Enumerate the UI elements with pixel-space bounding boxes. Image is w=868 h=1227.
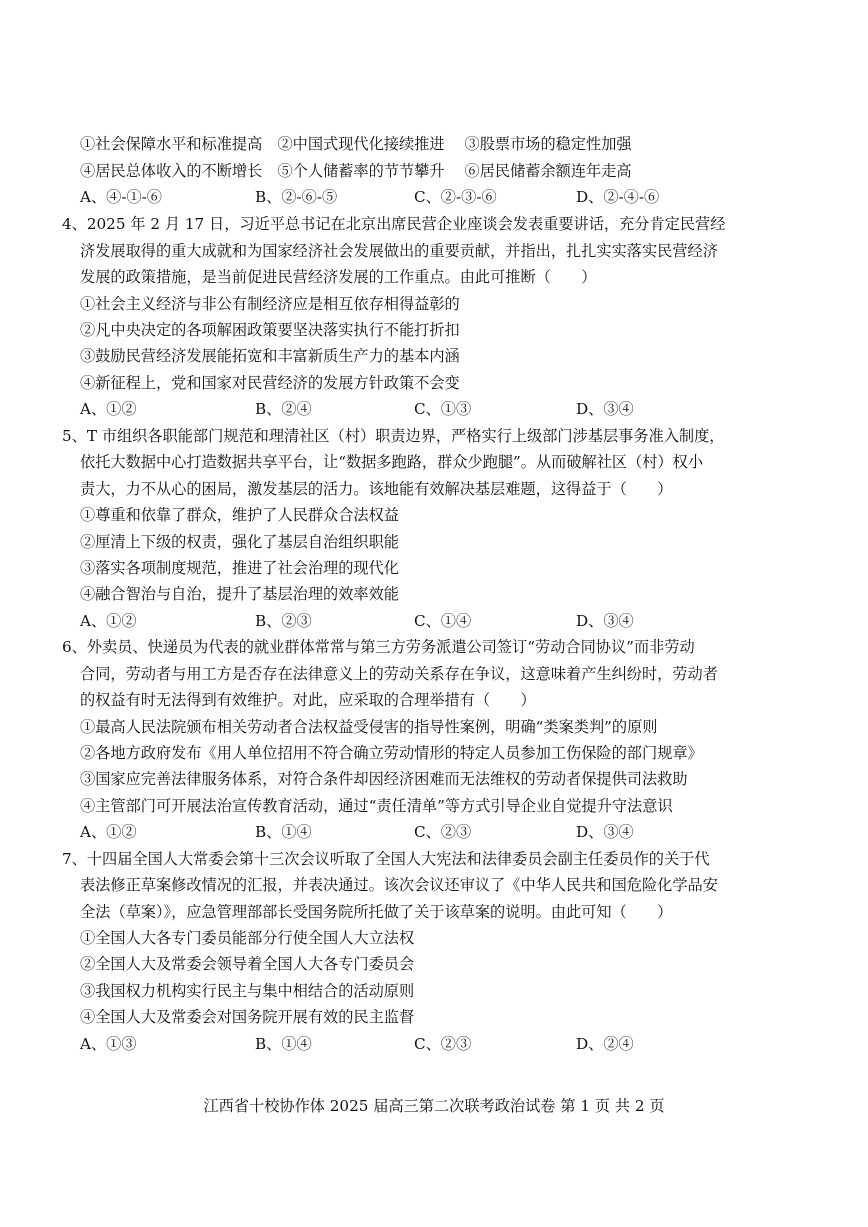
q4-stem-3: 发展的政策措施，是当前促进民营经济发展的工作重点。由此可推断（ ） [80, 268, 597, 286]
q3-item-2: ④居民总体收入的不断增长 ⑤个人储蓄率的节节攀升 ⑥居民储蓄余额连年走高 [80, 162, 632, 180]
q4-item-1: ①社会主义经济与非公有制经济应是相互依存相得益彰的 [80, 295, 460, 313]
q4-stem-2: 济发展取得的重大成就和为国家经济社会发展做出的重要贡献，并指出，扎扎实实落实民营经济 [80, 242, 718, 260]
q5-option-c[interactable]: C、①④ [414, 612, 472, 630]
q4-option-c[interactable]: C、①③ [414, 400, 472, 418]
q7-option-d[interactable]: D、②④ [576, 1035, 634, 1053]
q6-stem-2: 合同，劳动者与用工方是否存在法律意义上的劳动关系存在争议，这意味着产生纠纷时，劳动者 [80, 665, 718, 683]
q7-stem-2: 表法修正草案修改情况的汇报，并表决通过。该次会议还审议了《中华人民共和国危险化学品安 [80, 876, 718, 894]
q7-item-2: ②全国人大及常委会领导着全国人大各专门委员会 [80, 955, 415, 973]
q5-stem-2: 依托大数据中心打造数据共享平台，让“数据多跑路，群众少跑腿”。从而破解社区（村）权小 [80, 453, 704, 471]
q4-item-3: ③鼓励民营经济发展能拓宽和丰富新质生产力的基本内涵 [80, 347, 460, 365]
q7-item-1: ①全国人大各专门委员能部分行使全国人大立法权 [80, 929, 415, 947]
q7-option-a[interactable]: A、①③ [80, 1035, 137, 1053]
q3-option-d[interactable]: D、②-④-⑥ [576, 188, 660, 206]
q7-item-3: ③我国权力机构实行民主与集中相结合的活动原则 [80, 982, 415, 1000]
q6-item-1: ①最高人民法院颁布相关劳动者合法权益受侵害的指导性案例，明确“类案类判”的原则 [80, 718, 658, 736]
q4-option-b[interactable]: B、②④ [255, 400, 312, 418]
q6-item-3: ③国家应完善法律服务体系，对符合条件却因经济困难而无法维权的劳动者保提供司法救助 [80, 770, 688, 788]
q5-item-1: ①尊重和依靠了群众，维护了人民群众合法权益 [80, 506, 399, 524]
q3-item-1: ①社会保障水平和标准提高 ②中国式现代化接续推进 ③股票市场的稳定性加强 [80, 135, 632, 153]
q7-option-c[interactable]: C、②③ [414, 1035, 472, 1053]
q6-stem-1: 6、外卖员、快递员为代表的就业群体常常与第三方劳务派遣公司签订“劳动合同协议”而非劳动 [62, 638, 695, 656]
q6-item-4: ④主管部门可开展法治宣传教育活动，通过“责任清单”等方式引导企业自觉提升守法意识 [80, 797, 673, 815]
q5-option-a[interactable]: A、①② [80, 612, 137, 630]
q7-stem-3: 全法（草案）》，应急管理部部长受国务院所托做了关于该草案的说明。由此可知（ ） [80, 903, 673, 921]
q5-item-3: ③落实各项制度规范，推进了社会治理的现代化 [80, 559, 399, 577]
q6-option-b[interactable]: B、①④ [255, 823, 312, 841]
q4-item-4: ④新征程上，党和国家对民营经济的发展方针政策不会变 [80, 374, 460, 392]
q7-item-4: ④全国人大及常委会对国务院开展有效的民主监督 [80, 1008, 415, 1026]
q4-option-d[interactable]: D、③④ [576, 400, 634, 418]
q5-item-2: ②厘清上下级的权责，强化了基层自治组织职能 [80, 533, 399, 551]
q4-stem-1: 4、2025 年 2 月 17 日，习近平总书记在北京出席民营企业座谈会发表重要讲话，充分肯定民营经 [62, 215, 726, 233]
q6-stem-3: 的权益有时无法得到有效维护。对此，应采取的合理举措有（ ） [80, 691, 536, 709]
q5-item-4: ④融合智治与自治，提升了基层治理的效率效能 [80, 585, 399, 603]
q4-option-a[interactable]: A、①② [80, 400, 137, 418]
q5-option-d[interactable]: D、③④ [576, 612, 634, 630]
q6-option-d[interactable]: D、③④ [576, 823, 634, 841]
q4-item-2: ②凡中央决定的各项解困政策要坚决落实执行不能打折扣 [80, 321, 460, 339]
q3-option-b[interactable]: B、②-⑥-⑤ [255, 188, 338, 206]
q5-stem-3: 责大，力不从心的困局，激发基层的活力。该地能有效解决基层难题，这得益于（ ） [80, 480, 673, 498]
q6-option-c[interactable]: C、②③ [414, 823, 472, 841]
q5-stem-1: 5、T 市组织各职能部门规范和理清社区（村）职责边界，严格实行上级部门涉基层事务准入制度， [62, 427, 725, 445]
q3-option-c[interactable]: C、②-③-⑥ [414, 188, 497, 206]
q6-option-a[interactable]: A、①② [80, 823, 137, 841]
q5-option-b[interactable]: B、②③ [255, 612, 312, 630]
page-footer: 江西省十校协作体 2025 届高三第二次联考政治试卷 第 1 页 共 2 页 [203, 1097, 665, 1115]
q7-stem-1: 7、十四届全国人大常委会第十三次会议听取了全国人大宪法和法律委员会副主任委员作的关于代 [62, 850, 710, 868]
q7-option-b[interactable]: B、①④ [255, 1035, 312, 1053]
q6-item-2: ②各地方政府发布《用人单位招用不符合确立劳动情形的特定人员参加工伤保险的部门规章》 [80, 744, 703, 762]
q3-option-a[interactable]: A、④-①-⑥ [80, 188, 162, 206]
